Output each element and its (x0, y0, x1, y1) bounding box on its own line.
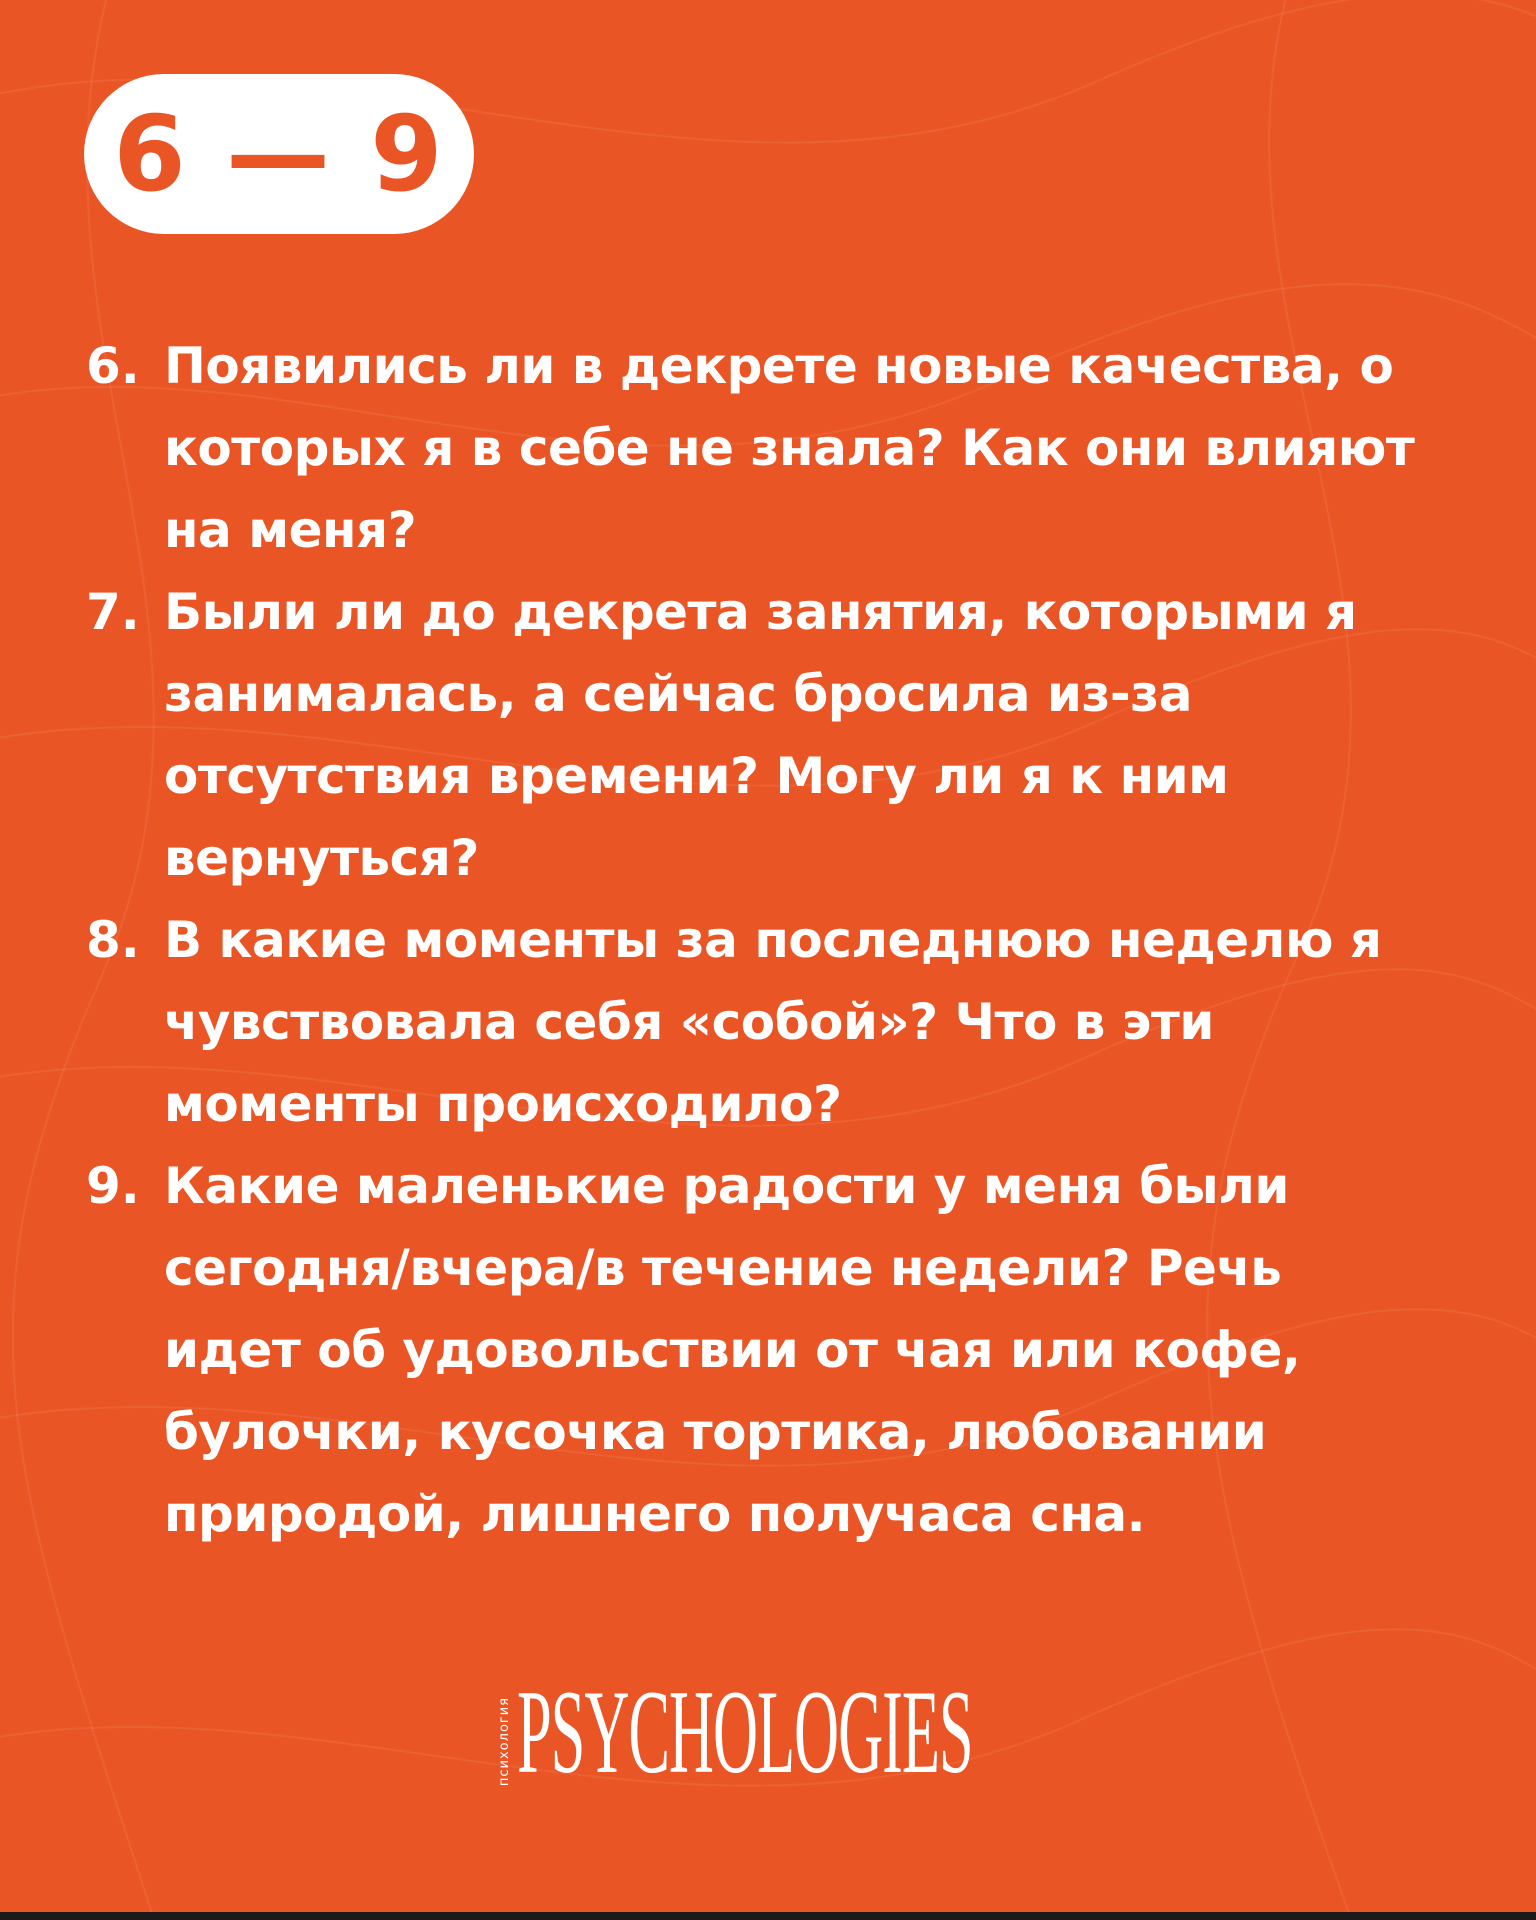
question-line: на меня? (164, 501, 417, 559)
question-item (86, 1145, 1486, 1555)
logo-wordmark: PSYCHOLOGIES (517, 1665, 973, 1798)
question-line: моменты происходило? (164, 1075, 842, 1133)
range-badge (84, 74, 474, 234)
question-line: сегодня/вчера/в течение недели? Речь (164, 1239, 1282, 1297)
question-line: занималась, а сейчас бросила из-за (164, 665, 1192, 723)
range-badge-label: 6 — 9 (113, 93, 445, 215)
question-text (164, 325, 1486, 571)
question-number: 6. (86, 337, 140, 395)
question-number: 9. (86, 1157, 140, 1215)
question-line: идет об удовольствии от чая или кофе, (164, 1321, 1301, 1379)
bottom-bar (0, 1912, 1536, 1920)
question-line: отсутствия времени? Могу ли я к ним (164, 747, 1229, 805)
psychologies-logo (497, 1665, 1393, 1798)
logo-subtitle: психология (497, 1696, 512, 1786)
question-text (164, 571, 1486, 899)
question-line: природой, лишнего получаса сна. (164, 1485, 1146, 1543)
question-line: булочки, кусочка тортика, любовании (164, 1403, 1267, 1461)
question-item (86, 325, 1486, 571)
question-line: Появились ли в декрете новые качества, о (164, 337, 1394, 395)
question-number: 8. (86, 911, 140, 969)
question-item (86, 571, 1486, 899)
question-line: Были ли до декрета занятия, которыми я (164, 583, 1357, 641)
question-line: которых я в себе не знала? Как они влияют (164, 419, 1415, 477)
question-number: 7. (86, 583, 140, 641)
question-line: Какие маленькие радости у меня были (164, 1157, 1289, 1215)
question-text (164, 899, 1486, 1145)
question-item (86, 899, 1486, 1145)
question-line: В какие моменты за последнюю неделю я (164, 911, 1382, 969)
question-list (86, 325, 1486, 1555)
question-text (164, 1145, 1486, 1555)
question-line: вернуться? (164, 829, 479, 887)
question-line: чувствовала себя «собой»? Что в эти (164, 993, 1214, 1051)
